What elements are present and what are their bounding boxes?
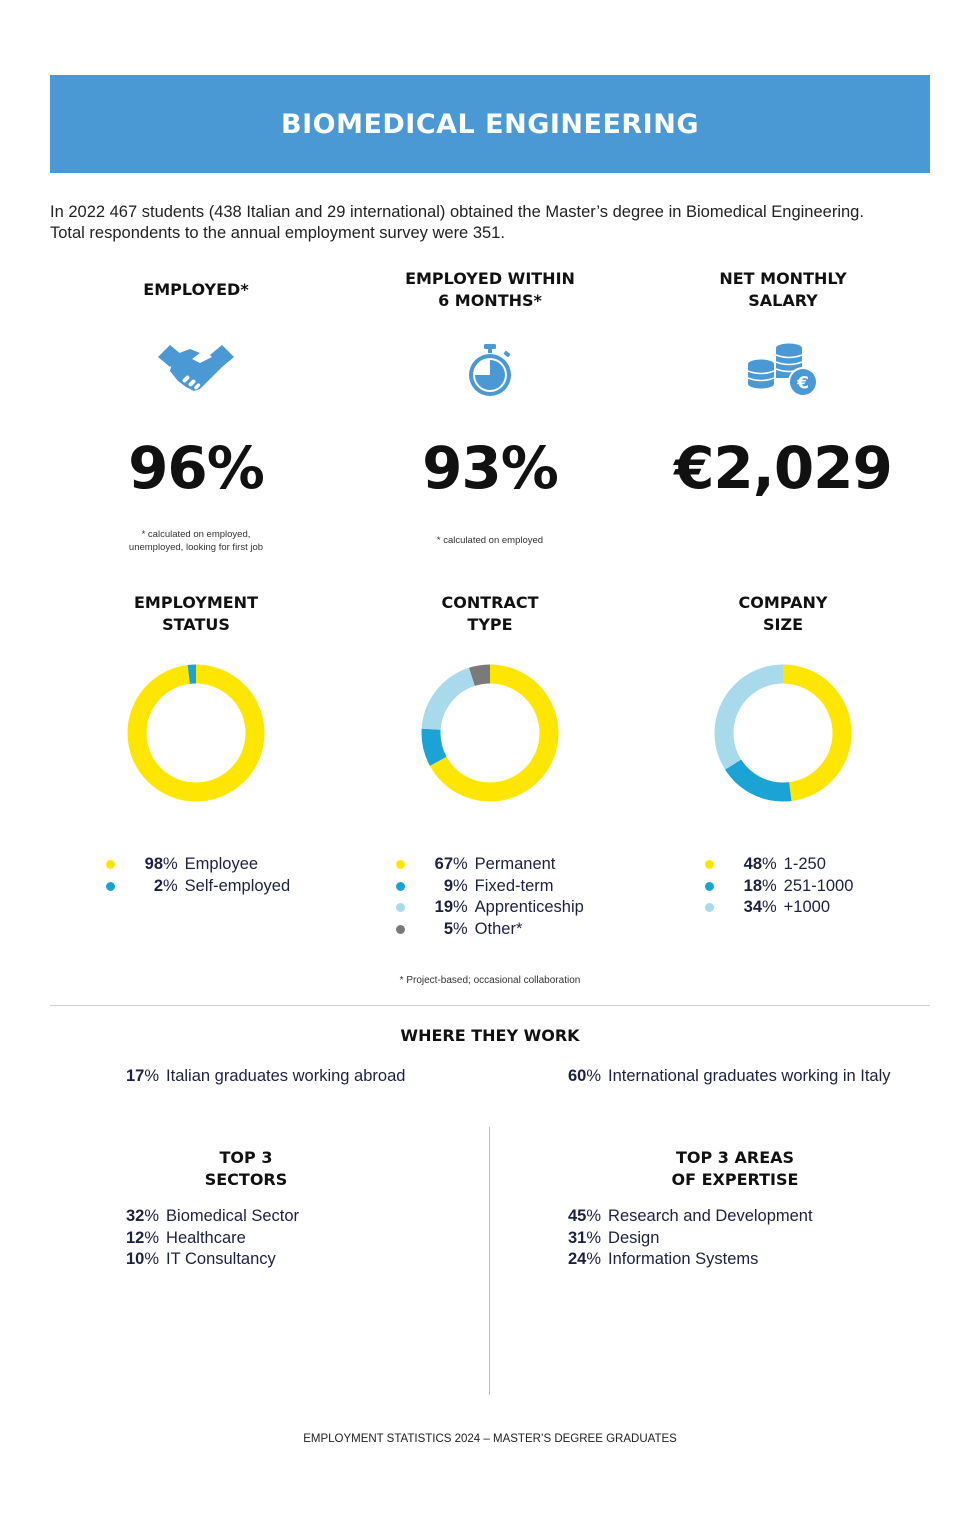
list-item: 10 % IT Consultancy — [126, 1250, 276, 1269]
kpi-title-employed-6-months — [340, 268, 640, 312]
legend-value: 67 — [434, 855, 453, 874]
legend-item: 18 % 251-1000 — [705, 876, 853, 898]
legend-dot — [705, 860, 714, 869]
divider — [50, 1005, 930, 1006]
stat-italian-abroad: 17% Italian graduates working abroad — [126, 1067, 406, 1085]
kpi-note-employed: * calculated on employed, unemployed, looking for first job — [128, 529, 264, 553]
legend-item: 9 % Fixed-term — [396, 876, 584, 898]
sectors-title: TOP 3 SECTORS — [204, 1148, 288, 1189]
handshake-icon — [46, 338, 346, 402]
expertise-list — [568, 1206, 813, 1271]
legend-item: 5 % Other* — [396, 919, 584, 941]
legend-value: 2 — [153, 876, 163, 895]
legend-item: 98 % Employee — [106, 854, 290, 876]
kpi-value-salary: €2,029 — [674, 434, 892, 502]
list-item: 31 % Design — [568, 1228, 660, 1247]
intro-line: In 2022 467 students (438 Italian and 29 international) obtained the Master’s degree in Biomedical Engineering. — [50, 203, 864, 221]
page-title: BIOMEDICAL ENGINEERING — [281, 108, 699, 140]
legend-value: 98 — [144, 855, 163, 874]
legend-value: 34 — [743, 898, 762, 917]
legend-dot — [396, 882, 405, 891]
kpi-title-text: EMPLOYED* — [143, 280, 249, 299]
legend-item: 48 % 1-250 — [705, 854, 853, 876]
legend-dot — [396, 925, 405, 934]
legend-label: Employee — [184, 855, 259, 874]
stat-pct: 17 — [126, 1067, 145, 1085]
legend-item: 34 % +1000 — [705, 897, 853, 919]
euro-coins-icon — [633, 338, 933, 402]
stat-label: International graduates working in Italy — [608, 1067, 891, 1085]
legend-item: 2 % Self-employed — [106, 876, 290, 898]
legend-label: +1000 — [783, 898, 831, 917]
kpi-note-employed-6-months: * calculated on employed — [436, 535, 544, 546]
page-footer: EMPLOYMENT STATISTICS 2024 – MASTER’S DEGREE GRADUATES — [303, 1433, 677, 1445]
legend-item: 67 % Permanent — [396, 854, 584, 876]
legend-company-size — [705, 854, 853, 919]
svg-text:€: € — [797, 373, 809, 394]
kpi-title-text: EMPLOYED WITHIN 6 MONTHS* — [405, 269, 575, 310]
stat-international-italy: 60% International graduates working in Italy — [568, 1067, 891, 1085]
legend-label: 251-1000 — [783, 876, 854, 895]
legend-contract-type — [396, 854, 584, 940]
legend-value: 5 — [443, 919, 453, 938]
stat-pct: 60 — [568, 1067, 587, 1085]
chart-title-company-size: COMPANY SIZE — [738, 593, 828, 634]
legend-dot — [396, 860, 405, 869]
kpi-title-salary — [633, 268, 933, 312]
title-banner — [50, 75, 930, 173]
donut-chart-company-size — [712, 662, 854, 804]
contract-footnote: * Project-based; occasional collaboration — [399, 975, 581, 986]
legend-employment-status — [106, 854, 290, 897]
legend-item: 19 % Apprenticeship — [396, 897, 584, 919]
chart-title-employment-status: EMPLOYMENT STATUS — [134, 593, 258, 634]
sectors-list — [126, 1206, 299, 1271]
donut-chart-contract-type — [419, 662, 561, 804]
legend-dot — [396, 903, 405, 912]
list-item: 12 % Healthcare — [126, 1228, 246, 1247]
legend-dot — [106, 882, 115, 891]
legend-label: Other* — [474, 919, 523, 938]
donut-chart-employment-status — [125, 662, 267, 804]
kpi-title-employed — [46, 268, 346, 312]
legend-label: Self-employed — [184, 876, 291, 895]
expertise-title: TOP 3 AREAS OF EXPERTISE — [671, 1148, 799, 1189]
list-item: 45 % Research and Development — [568, 1207, 813, 1226]
legend-label: 1-250 — [783, 855, 826, 874]
legend-dot — [705, 903, 714, 912]
stopwatch-icon — [340, 338, 640, 402]
list-item: 24 % Information Systems — [568, 1250, 759, 1269]
donut-slice-employee — [137, 674, 255, 792]
legend-label: Apprenticeship — [474, 898, 584, 917]
where-title: WHERE THEY WORK — [400, 1026, 580, 1045]
list-item: 32 % Biomedical Sector — [126, 1207, 300, 1226]
legend-value: 18 — [743, 876, 762, 895]
chart-title-contract-type: CONTRACT TYPE — [441, 593, 539, 634]
legend-label: Fixed-term — [474, 876, 554, 895]
legend-value: 48 — [743, 855, 762, 874]
legend-label: Permanent — [474, 855, 556, 874]
legend-value: 9 — [443, 876, 453, 895]
kpi-title-text: NET MONTHLY SALARY — [719, 269, 847, 310]
legend-dot — [106, 860, 115, 869]
kpi-value-employed: 96% — [128, 434, 264, 502]
intro-text — [50, 202, 930, 244]
legend-value: 19 — [434, 898, 453, 917]
vertical-divider — [489, 1127, 490, 1395]
legend-dot — [705, 882, 714, 891]
intro-line: Total respondents to the annual employment survey were 351. — [50, 224, 505, 242]
stat-label: Italian graduates working abroad — [166, 1067, 406, 1085]
kpi-value-employed-6-months: 93% — [422, 434, 558, 502]
